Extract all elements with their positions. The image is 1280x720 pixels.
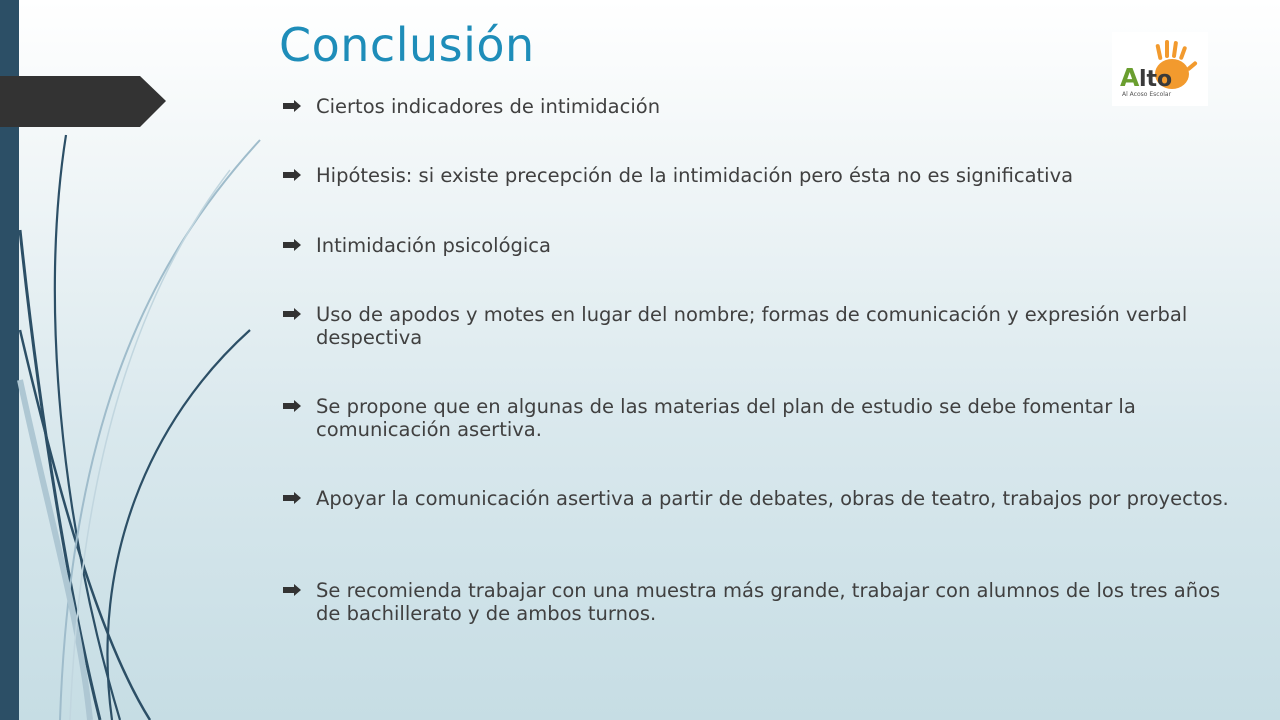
bullet-text: Ciertos indicadores de intimidación — [316, 95, 661, 118]
slide-title: Conclusión — [279, 18, 535, 72]
bullet-item — [282, 164, 1232, 187]
bullet-item — [282, 579, 1232, 625]
svg-text:Al Acoso Escolar: Al Acoso Escolar — [1122, 91, 1172, 98]
bullet-arrow-icon — [282, 95, 316, 117]
bullet-text: Se recomienda trabajar con una muestra más grande, trabajar con alumnos de los tres años de bachillerato y de ambos turnos. — [316, 579, 1221, 625]
bullet-arrow-icon — [282, 487, 316, 509]
bullet-arrow-icon — [282, 164, 316, 186]
bullet-text: Uso de apodos y motes en lugar del nombre; formas de comunicación y expresión verbal despectiva — [316, 303, 1188, 349]
bullet-item — [282, 395, 1232, 441]
bullet-arrow-icon — [282, 579, 316, 601]
bullet-arrow-icon — [282, 234, 316, 256]
svg-text:lto: lto — [1139, 67, 1173, 92]
bullet-text: Hipótesis: si existe precepción de la intimidación pero ésta no es significativa — [316, 164, 1074, 187]
bullet-item — [282, 303, 1232, 349]
bullet-text: Intimidación psicológica — [316, 234, 551, 257]
bullet-item — [282, 234, 1232, 257]
svg-text:A: A — [1120, 63, 1140, 92]
bullet-arrow-icon — [282, 303, 316, 325]
bullet-arrow-icon — [282, 395, 316, 417]
title-tab-decoration — [0, 76, 166, 127]
bullet-text: Se propone que en algunas de las materias del plan de estudio se debe fomentar la comunicación asertiva. — [316, 395, 1136, 441]
bullet-item — [282, 487, 1232, 510]
bullet-item — [282, 95, 1232, 118]
bullet-text: Apoyar la comunicación asertiva a partir de debates, obras de teatro, trabajos por proyectos. — [316, 487, 1229, 510]
